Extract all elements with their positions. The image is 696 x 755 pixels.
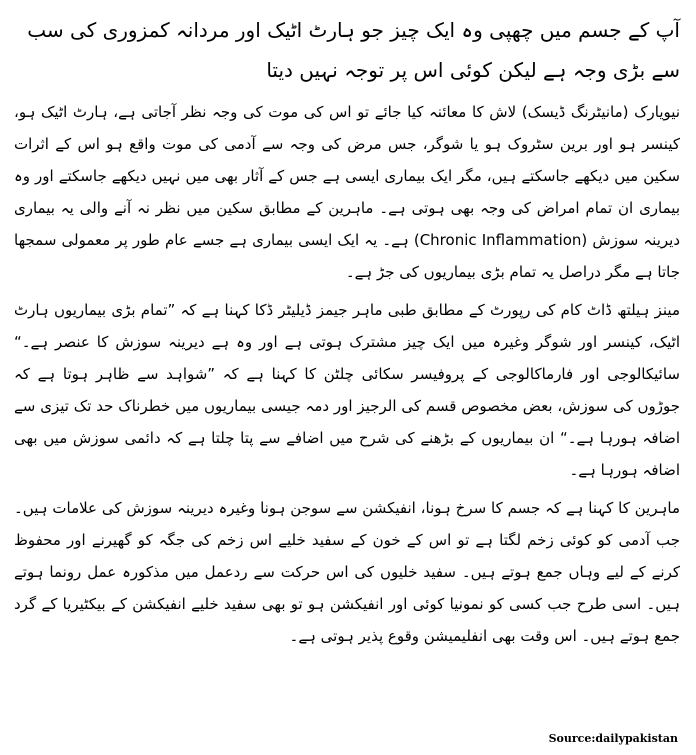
english-term: (Chronic Inflammation) <box>413 231 588 249</box>
article-headline: آپ کے جسم میں چھپی وہ ایک چیز جو ہارٹ اٹیک اور مردانہ کمزوری کی سب سے بڑی وجہ ہے لیکن کوئی اس پر توجہ نہیں دیتا <box>27 18 680 82</box>
paragraph-3: ماہرین کا کہنا ہے کہ جسم کا سرخ ہونا، انفیکشن سے سوجن ہونا وغیرہ دیرینہ سوزش کی علامات ہیں۔ جب آدمی کو کوئی زخم لگتا ہے تو اس کے خون کے سفید خلیے اس زخم کی جگہ کو گھیرنے اور محفوظ کرنے کے لیے وہاں جمع ہوتے ہیں۔ سفید خلیوں کی اس حرکت سے ردعمل میں مذکورہ عمل رونما ہوتے ہیں۔ اسی طرح جب کسی کو نمونیا کوئی اور انفیکشن ہو تو بھی سفید خلیے انفیکشن کے بیکٹیریا کے گرد جمع ہوتے ہیں۔ اس وقت بھی انفلیمیشن وقوع پذیر ہوتی ہے۔ <box>14 499 680 645</box>
paragraph-1-text: نیویارک (مانیٹرنگ ڈیسک) لاش کا معائنہ کیا جائے تو اس کی موت کی وجہ نظر آجاتی ہے، ہارٹ اٹیک ہو، کینسر ہو اور برین سٹروک ہو یا شوگر، جس مرض کی وجہ سے آدمی کی موت واقع ہو اس کے اثرات سکین میں دیکھے جاسکتے ہیں، مگر ایک بیماری ایسی ہے جس کے آثار بھی میں نہیں دیکھے جاسکتے اور وہ بیماری ان تمام امراض کی وجہ بھی ہوتی ہے۔ ماہرین کے مطابق سکین میں نظر نہ آنے والی یہ بیماری دیرینہ سوزش <box>14 103 680 249</box>
paragraph-1-text-end: ہے۔ یہ ایک ایسی بیماری ہے جسے عام طور پر معمولی سمجھا جاتا ہے مگر دراصل یہ تمام بڑی بیماریوں کی جڑ ہے۔ <box>14 231 680 281</box>
paragraph-1 <box>14 96 680 288</box>
paragraph-2: مینز ہیلتھ ڈاٹ کام کی رپورٹ کے مطابق طبی ماہر جیمز ڈیلیٹر ڈکا کہنا ہے کہ ”تمام بڑی بیماریوں ہارٹ اٹیک، کینسر اور شوگر وغیرہ میں ایک چیز مشترک ہوتی ہے اور وہ ہے دیرینہ سوزش کا عنصر ہے۔“ سائیکالوجی اور فارماکالوجی کے پروفیسر سکائی چلٹن کا کہنا ہے کہ ”شواہد سے ظاہر ہوتا ہے کہ جوڑوں کی سوزش، بعض مخصوص قسم کی الرجیز اور دمہ جیسی بیماریوں میں خطرناک حد تک تیزی سے اضافہ ہورہا ہے۔“ ان بیماریوں کے بڑھنے کی شرح میں اضافے سے پتا چلتا ہے کہ دائمی سوزش میں بھی اضافہ ہورہا ہے۔ <box>14 301 680 479</box>
source-credit: Source:dailypakistan <box>548 732 678 745</box>
